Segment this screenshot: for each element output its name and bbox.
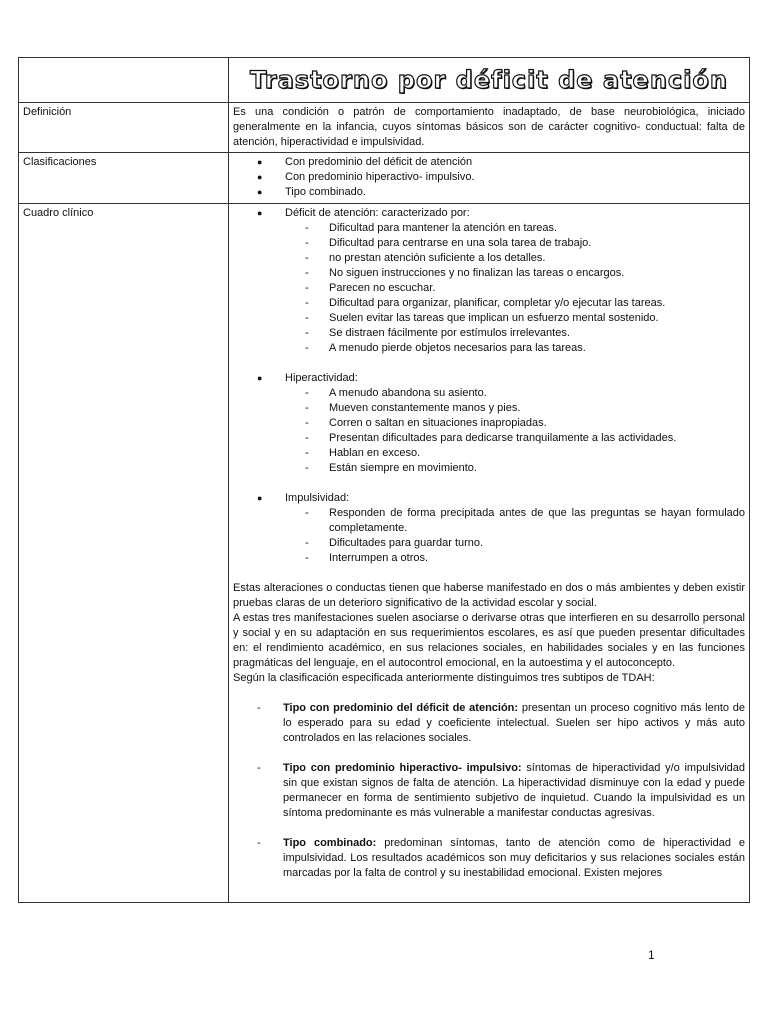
list-item: - Suelen evitar las tareas que implican un esfuerzo mental sostenido.	[305, 311, 659, 324]
dash-icon: -	[305, 401, 309, 414]
dash-icon: -	[305, 311, 309, 324]
bullet-icon: ●	[257, 187, 263, 198]
list-item: - A menudo pierde objetos necesarios para las tareas.	[305, 341, 586, 354]
subtype-name: Tipo con predominio del déficit de atención:	[283, 701, 519, 714]
title-cell	[229, 58, 750, 103]
paragraph-1: Estas alteraciones o conductas tienen que haberse manifestado en dos o más ambientes y deben existir pruebas claras de un deterioro significativo de la actividad escolar y social.	[233, 581, 745, 609]
list-item: - Dificultad para organizar, planificar, completar y/o ejecutar las tareas.	[305, 296, 666, 309]
list-item: ● Tipo combinado.	[257, 186, 366, 199]
dash-icon: -	[305, 221, 309, 234]
dash-icon: -	[305, 266, 309, 279]
subtype-name: Tipo con predominio hiperactivo- impulsivo:	[283, 761, 522, 774]
dash-icon: -	[305, 506, 309, 519]
list-item: ● Con predominio del déficit de atención	[257, 156, 473, 169]
cuadro-clinico-row	[19, 203, 750, 902]
dash-icon: -	[305, 536, 309, 549]
list-item: - Hablan en exceso.	[305, 446, 421, 459]
list-item: - Dificultades para guardar turno.	[305, 536, 484, 549]
subtype-item	[257, 761, 745, 821]
list-item: - Dificultad para mantener la atención en tareas.	[305, 221, 558, 234]
title-row-empty-cell	[19, 58, 229, 103]
clasificaciones-list	[233, 155, 745, 200]
dash-icon: -	[305, 296, 309, 309]
bullet-icon: ●	[257, 207, 263, 218]
dash-icon: -	[305, 341, 309, 354]
list-item: - Corren o saltan en situaciones inapropiadas.	[305, 416, 547, 429]
content-table	[18, 57, 750, 903]
list-item: - Dificultad para centrarse en una sola tarea de trabajo.	[305, 236, 592, 249]
list-item: - Mueven constantemente manos y pies.	[305, 401, 521, 414]
spacer	[233, 476, 745, 491]
dash-icon: -	[305, 431, 309, 444]
impul-heading: ● Impulsividad:	[257, 491, 350, 504]
subtype-text: síntomas de hiperactividad y/o impulsividad sin que existan signos de falta de atención. La hiperactividad disminuye con la edad y puede permanecer en forma de sentimiento subjetivo de inquietud. Cuando la impulsividad es un síntoma predominante es más vulnerable a manifestar conductas agresivas.	[283, 761, 745, 819]
list-item: - Están siempre en movimiento.	[305, 461, 477, 474]
document-title: Trastorno por déficit de atención	[250, 66, 728, 94]
bullet-icon: ●	[257, 157, 263, 168]
impul-list	[233, 506, 745, 566]
deficit-section	[233, 206, 745, 221]
cuadro-clinico-label: Cuadro clínico	[19, 203, 229, 902]
bullet-icon: ●	[257, 372, 263, 383]
cuadro-clinico-cell	[229, 203, 750, 902]
spacer	[233, 356, 745, 371]
list-item: - Interrumpen a otros.	[305, 551, 429, 564]
dash-icon: -	[305, 251, 309, 264]
list-item: - Responden de forma precipitada antes de que las preguntas se hayan formulado completamente.	[305, 506, 745, 534]
paragraph-2: A estas tres manifestaciones suelen asociarse o derivarse otras que interfieren en su desarrollo personal y social y en su adaptación en sus requerimientos escolares, es así que pueden presentar dificultades en: el rendimiento académico, en sus relaciones sociales, en habilidades sociales y en las funciones pragmáticas del lenguaje, en el autocontrol emocional, en la autoestima y el autoconcepto.	[233, 611, 745, 669]
page-number: 1	[648, 948, 655, 962]
dash-icon: -	[257, 701, 261, 714]
definicion-text: Es una condición o patrón de comportamiento inadaptado, de base neurobiológica, iniciado generalmente en la infancia, cuyos síntomas básicos son de carácter cognitivo- conductual: falta de atención, hiperactividad e impulsividad.	[229, 103, 750, 153]
dash-icon: -	[257, 761, 261, 774]
list-item: - A menudo abandona su asiento.	[305, 386, 487, 399]
clasificaciones-label: Clasificaciones	[19, 153, 229, 203]
dash-icon: -	[305, 386, 309, 399]
subtype-text: presentan un proceso cognitivo más lento de lo esperado para su edad y coeficiente intelectual. Suelen ser hipo activos y más auto controlados en las relaciones sociales.	[283, 701, 745, 744]
dash-icon: -	[305, 281, 309, 294]
spacer	[233, 686, 745, 701]
clasificaciones-cell	[229, 153, 750, 203]
bullet-icon: ●	[257, 492, 263, 503]
hiper-list	[233, 386, 745, 476]
dash-icon: -	[305, 326, 309, 339]
list-item: - no prestan atención suficiente a los detalles.	[305, 251, 546, 264]
clasificaciones-row	[19, 153, 750, 203]
spacer	[233, 566, 745, 581]
subtype-name: Tipo combinado:	[283, 836, 377, 849]
list-item: - Se distraen fácilmente por estímulos irrelevantes.	[305, 326, 570, 339]
subtypes-list	[233, 701, 745, 881]
definicion-label: Definición	[19, 103, 229, 153]
dash-icon: -	[305, 446, 309, 459]
list-item: - No siguen instrucciones y no finalizan las tareas o encargos.	[305, 266, 625, 279]
title-row	[19, 58, 750, 103]
list-item: - Parecen no escuchar.	[305, 281, 436, 294]
dash-icon: -	[305, 416, 309, 429]
dash-icon: -	[305, 461, 309, 474]
definicion-row	[19, 103, 750, 153]
deficit-list	[233, 221, 745, 356]
subtype-text: predominan síntomas, tanto de atención como de hiperactividad e impulsividad. Los resultados académicos son muy deficitarios y sus relaciones sociales están marcadas por la falta de control y su inestabilidad emocional. Existen mejores	[283, 836, 745, 879]
dash-icon: -	[257, 836, 261, 849]
dash-icon: -	[305, 551, 309, 564]
deficit-heading: ● Déficit de atención: caracterizado por:	[257, 206, 470, 219]
list-item: - Presentan dificultades para dedicarse tranquilamente a las actividades.	[305, 431, 677, 444]
list-item: ● Con predominio hiperactivo- impulsivo.	[257, 171, 475, 184]
dash-icon: -	[305, 236, 309, 249]
subtype-item	[257, 836, 745, 881]
bullet-icon: ●	[257, 172, 263, 183]
subtype-item	[257, 701, 745, 746]
paragraph-3: Según la clasificación especificada anteriormente distinguimos tres subtipos de TDAH:	[233, 671, 655, 684]
hiper-heading: ● Hiperactividad:	[257, 371, 358, 384]
hiper-section	[233, 371, 745, 386]
impul-section	[233, 491, 745, 506]
